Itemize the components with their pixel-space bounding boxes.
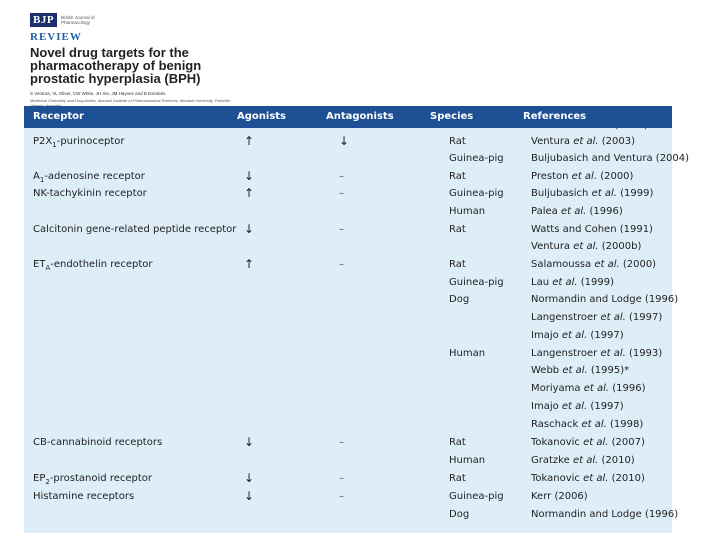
cell-reference: Tokanovic et al. (2007): [531, 437, 645, 448]
table-row: [24, 471, 672, 488]
table-row: [24, 363, 672, 380]
table-row: [24, 169, 672, 186]
cell-species: Human: [449, 348, 486, 359]
cell-agonists: ↓: [244, 489, 255, 503]
cell-species: Human: [449, 455, 486, 466]
table-row: [24, 222, 672, 239]
table-row: [24, 257, 672, 274]
cell-species: Guinea-pig: [449, 188, 504, 199]
header-antagonists: Antagonists: [326, 111, 394, 122]
cell-species: Rat: [449, 259, 466, 270]
table-row: [24, 435, 672, 452]
cell-species: Guinea-pig: [449, 277, 504, 288]
cell-receptor: $P2X_1$-purinoceptor: [33, 136, 125, 149]
cell-reference: Salamoussa et al. (2000): [531, 259, 657, 270]
cell-species: Rat: [449, 224, 466, 235]
header-receptor: Receptor: [33, 111, 84, 122]
cell-reference: Buljubasich et al. (1999): [531, 188, 654, 199]
cell-antagonists: –: [339, 171, 344, 182]
table-row: [24, 239, 672, 256]
cell-reference: Tokanovic et al. (2010): [531, 473, 645, 484]
receptor-table: [24, 106, 690, 533]
section-label: REVIEW: [30, 31, 82, 43]
cell-receptor: $A_1$-adenosine receptor: [33, 171, 145, 184]
article-title: Novel drug targets for the pharmacotherapy of benign prostatic hyperplasia (BPH): [30, 45, 202, 86]
cell-reference: Ventura et al. (2000b): [531, 241, 642, 252]
table-header: [24, 106, 672, 128]
table-row: [24, 151, 690, 168]
table-row: [24, 489, 672, 506]
cell-reference: Raschack et al. (1998): [531, 419, 644, 430]
cell-antagonists: –: [339, 224, 344, 235]
article-header: [30, 12, 250, 108]
journal-name: British Journal of Pharmacology: [61, 15, 95, 25]
cell-reference: Langenstroer et al. (1997): [531, 312, 663, 323]
cell-receptor: CB-cannabinoid receptors: [33, 437, 163, 448]
table-row: [24, 310, 672, 327]
cell-receptor: Histamine receptors: [33, 491, 135, 502]
table-row: [24, 453, 672, 470]
cell-species: Rat: [449, 437, 466, 448]
cell-agonists: ↓: [244, 471, 255, 485]
cell-agonists: ↑: [244, 134, 255, 148]
cell-reference: Moriyama et al. (1996): [531, 383, 646, 394]
journal-logo-row: [30, 12, 250, 28]
cell-receptor: $ET_A$-endothelin receptor: [33, 259, 153, 272]
cell-reference: Ventura et al. (2003): [531, 136, 636, 147]
cell-agonists: ↓: [244, 169, 255, 183]
cell-antagonists: –: [339, 188, 344, 199]
cell-reference: Imajo et al. (1997): [531, 401, 624, 412]
cell-antagonists: ↓: [339, 134, 350, 148]
table-row: [24, 186, 672, 203]
table-row: [24, 275, 672, 292]
cell-reference: Kerr (2006): [531, 491, 588, 502]
cell-antagonists: –: [339, 259, 344, 270]
cell-reference: Imajo et al. (1997): [531, 330, 624, 341]
table-row: [24, 292, 679, 309]
table-row: [24, 507, 679, 524]
cell-species: Dog: [449, 294, 470, 305]
cell-agonists: ↑: [244, 186, 255, 200]
cell-agonists: ↓: [244, 435, 255, 449]
table-row: [24, 328, 672, 345]
cell-antagonists: –: [339, 437, 344, 448]
cell-species: Dog: [449, 509, 470, 520]
table-row: [24, 417, 672, 434]
header-species: Species: [430, 111, 474, 122]
table-row: [24, 399, 672, 416]
cell-receptor: Calcitonin gene-related peptide receptor: [33, 224, 237, 235]
bjp-logo: BJP: [30, 13, 57, 27]
cell-reference: Gratzke et al. (2010): [531, 455, 635, 466]
cell-receptor: NK-tachykinin receptor: [33, 188, 147, 199]
cell-reference: Webb et al. (1995)*: [531, 365, 630, 376]
cell-reference: Watts and Cohen (1991): [531, 224, 653, 235]
header-agonists: Agonists: [237, 111, 286, 122]
table-row: [24, 381, 672, 398]
article-authors: S Ventura, VL Oliver, CW White, JH Xie, JM Haynes and B Exintaris: [30, 91, 166, 96]
cell-agonists: ↓: [244, 222, 255, 236]
cell-reference: Preston et al. (2000): [531, 171, 634, 182]
cell-reference: Langenstroer et al. (1993): [531, 348, 663, 359]
cell-reference: Normandin and Lodge (1996): [531, 294, 679, 305]
article-affiliation: Medicinal Chemistry and Drug Action, Monash Institute of Pharmaceutical Sciences, Monash University, Parkville,: [30, 98, 231, 103]
cell-species: Rat: [449, 171, 466, 182]
cell-species: Guinea-pig: [449, 153, 504, 164]
cell-reference: Palea et al. (1996): [531, 206, 623, 217]
cell-species: Human: [449, 206, 486, 217]
cell-species: Rat: [449, 473, 466, 484]
cell-reference: Normandin and Lodge (1996): [531, 509, 679, 520]
cell-agonists: ↑: [244, 257, 255, 271]
header-references: References: [523, 111, 587, 122]
table-row: [24, 346, 672, 363]
table-row: [24, 204, 672, 221]
cell-receptor: $EP_2$-prostanoid receptor: [33, 473, 153, 486]
cell-species: Rat: [449, 136, 466, 147]
table-row: [24, 134, 672, 151]
cell-antagonists: –: [339, 473, 344, 484]
cell-species: Guinea-pig: [449, 491, 504, 502]
cell-antagonists: –: [339, 491, 344, 502]
cell-reference: Buljubasich and Ventura (2004): [531, 153, 690, 164]
cell-reference: Lau et al. (1999): [531, 277, 614, 288]
